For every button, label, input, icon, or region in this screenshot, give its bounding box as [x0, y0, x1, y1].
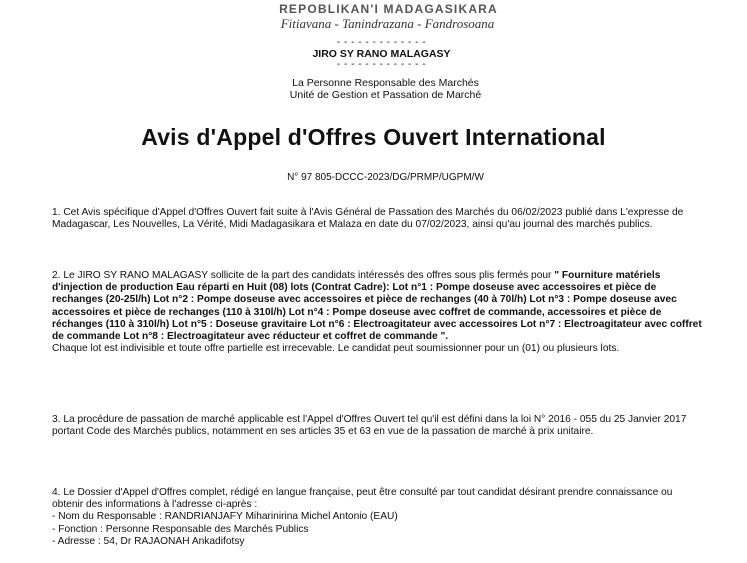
reference-number: N° 97 805-DCCC-2023/DG/PRMP/UGPM/W: [287, 172, 484, 183]
contact-function: - Fonction : Personne Responsable des Marchés Publics: [52, 523, 309, 535]
responsible-person: La Personne Responsable des Marchés: [292, 77, 479, 89]
organization-name: JIRO SY RANO MALAGASY: [312, 48, 451, 60]
national-motto: Fitiavana - Tanindrazana - Fandrosoana: [280, 16, 495, 31]
republic-heading: REPOBLIKAN'I MADAGASIKARA: [279, 2, 498, 16]
paragraph-2-end: Chaque lot est indivisible et toute offre partielle est irrecevable. Le candidat peut soumissionner pour un (01) ou plusieurs lots.: [52, 343, 620, 355]
paragraph-4: [52, 487, 704, 548]
page-title: Avis d'Appel d'Offres Ouvert International: [141, 124, 606, 150]
paragraph-2-intro: 2. Le JIRO SY RANO MALAGASY sollicite de la part des candidats intéressés des offres sous plis fermés pour: [52, 270, 552, 281]
paragraph-3: 3. La procédure de passation de marché applicable est l'Appel d'Offres Ouvert tel qu'il est défini dans la loi N° 2016 - 055 du 25 Janvier 2017 portant Code des Marchés publics, notamment en ses articles 35 et 63 en vue de la passation de marché à prix unitaire.: [52, 414, 687, 438]
contact-name: - Nom du Responsable : RANDRIANJAFY Miharinirina Michel Antonio (EAU): [52, 511, 398, 523]
paragraph-1: 1. Cet Avis spécifique d'Appel d'Offres Ouvert fait suite à l'Avis Général de Passation des Marchés du 06/02/2023 publié dans L'expresse de Madagascar, Les Nouvelles, La Vérité, Midi Madagasikara et Malaza en date du 07/02/2023, ainsi qu'au journal des marchés publics.: [52, 207, 684, 231]
divider-top: - - - - - - - - - - - - -: [336, 37, 427, 48]
divider-bottom: - - - - - - - - - - - - -: [336, 59, 427, 70]
paragraph-2: [52, 270, 704, 355]
paragraph-4-intro: 4. Le Dossier d'Appel d'Offres complet, rédigé en langue française, peut être consulté par tout candidat désirant prendre connaissance ou obtenir des informations à l'adresse ci-après :: [52, 487, 673, 511]
paragraph-2-lots: " Fourniture matériels d'injection de production Eau réparti en Huit (08) lots (Contrat Cadre): Lot n°1 : Pompe doseuse avec accessoires et pièce de rechanges (20-25l/h) Lot n°2 : Pompe doseuse avec accessoires et pièce de rechanges (40 à 70l/h) Lot n°3 : Pompe doseuse avec accessoires et pièce de rechanges (110 à 310l/h) Lot n°4 : Pompe doseuse avec coffret de commande, accessoires et pièce de réchanges (110 à 310l/h) Lot n°5 : Doseuse gravitaire Lot n°6 : Electroagitateur avec accessoires Lot n°7 : Electroagitateur avec coffret de commande Lot n°8 : Electroagitateur avec réducteur et coffret de commande ".: [52, 270, 702, 343]
contact-address: - Adresse : 54, Dr RAJAONAH Ankadifotsy: [52, 535, 245, 547]
management-unit: Unité de Gestion et Passation de Marché: [289, 89, 482, 101]
